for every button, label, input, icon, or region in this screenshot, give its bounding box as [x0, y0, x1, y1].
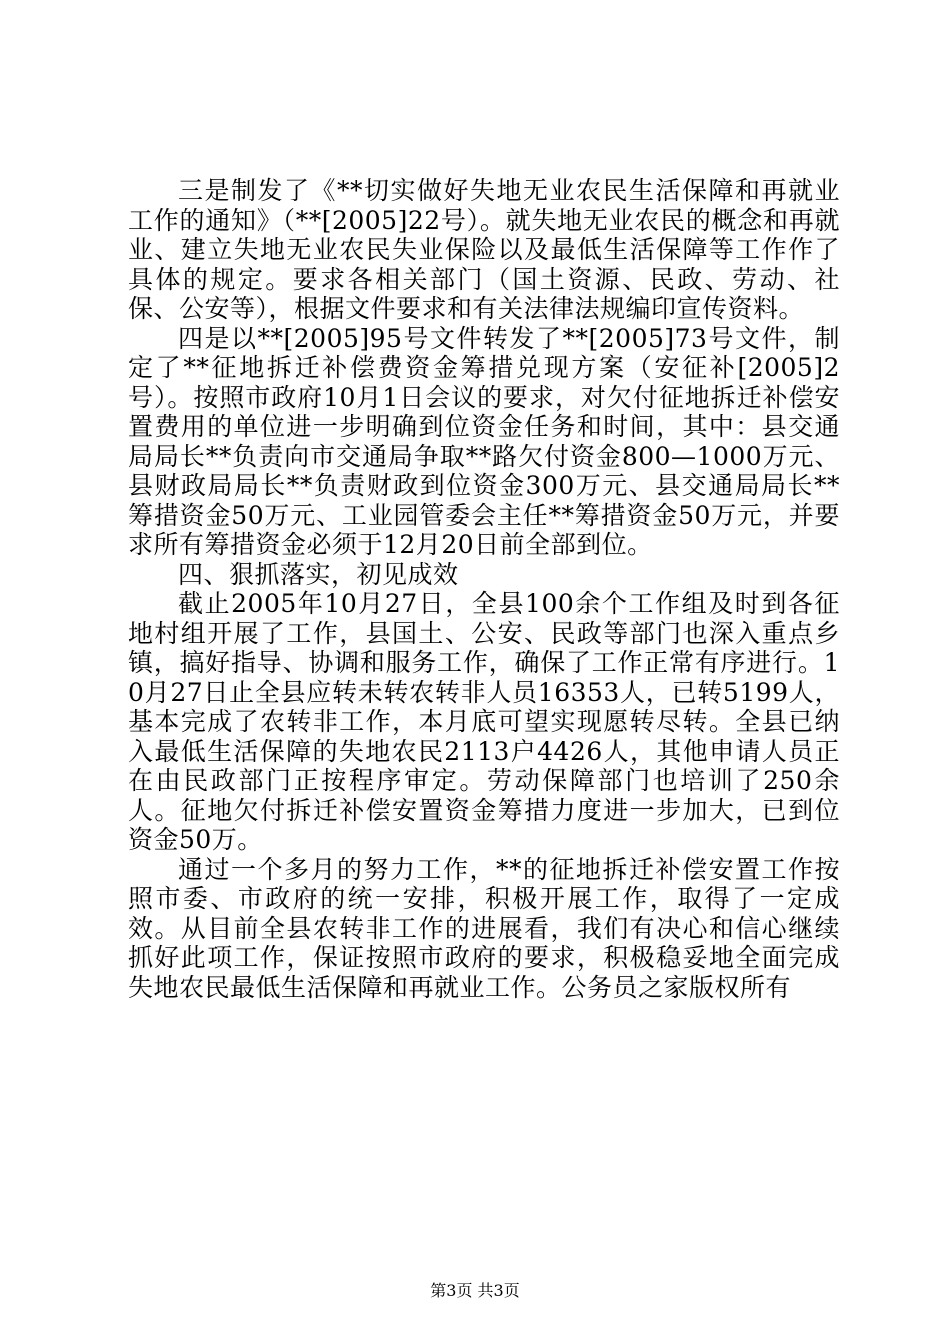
paragraph-conclusion: 通过一个多月的努力工作，**的征地拆迁补偿安置工作按照市委、市政府的统一安排，积极开展工作，取得了一定成效。从目前全县农转非工作的进展看，我们有决心和信心继续抓好此项工作，保证按照市政府的要求，积极稳妥地全面完成失地农民最低生活保障和再就业工作。公务员之家版权所有	[128, 854, 840, 1002]
paragraph-3-directive: 三是制发了《**切实做好失地无业农民生活保障和再就业工作的通知》（**[2005]22号）。就失地无业农民的概念和再就业、建立失地无业农民失业保险以及最低生活保障等工作作了具体的规定。要求各相关部门（国土资源、民政、劳动、社保、公安等），根据文件要求和有关法律法规编印宣传资料。	[128, 176, 840, 323]
document-body	[128, 176, 840, 1002]
paragraph-progress-results: 截止2005年10月27日，全县100余个工作组及时到各征地村组开展了工作，县国土、公安、民政等部门也深入重点乡镇，搞好指导、协调和服务工作，确保了工作正常有序进行。10月27日止全县应转未转农转非人员16353人，已转5199人，基本完成了农转非工作，本月底可望实现愿转尽转。全县已纳入最低生活保障的失地农民2113户4426人，其他申请人员正在由民政部门正按程序审定。劳动保障部门也培训了250余人。征地欠付拆迁补偿安置资金筹措力度进一步加大，已到位资金50万。	[128, 589, 840, 854]
paragraph-4-funding-plan: 四是以**[2005]95号文件转发了**[2005]73号文件，制定了**征地拆迁补偿费资金筹措兑现方案（安征补[2005]2号）。按照市政府10月1日会议的要求，对欠付征地拆迁补偿安置费用的单位进一步明确到位资金任务和时间，其中：县交通局局长**负责向市交通局争取**路欠付资金800—1000万元、县财政局局长**负责财政到位资金300万元、县交通局局长**筹措资金50万元、工业园管委会主任**筹措资金50万元，并要求所有筹措资金必须于12月20日前全部到位。	[128, 323, 840, 559]
page-number-footer: 第3页 共3页	[430, 1281, 520, 1300]
section-heading-implementation: 四、狠抓落实，初见成效	[178, 559, 459, 589]
